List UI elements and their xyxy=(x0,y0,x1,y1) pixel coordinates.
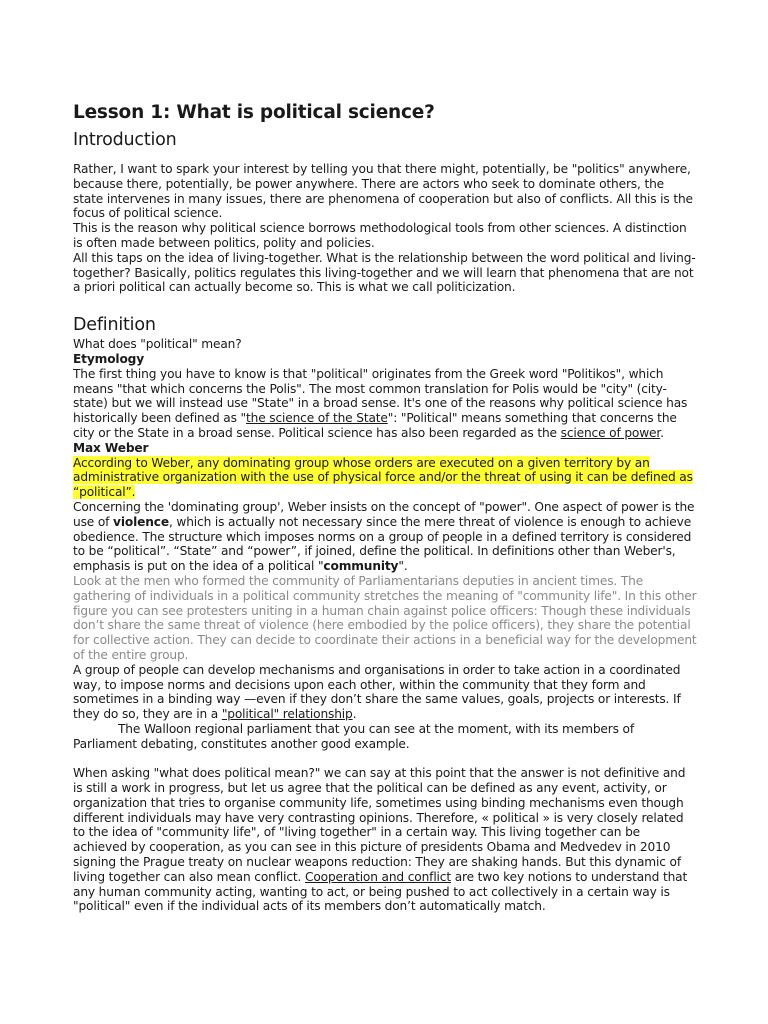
power-text-3: ". xyxy=(398,559,408,574)
lesson-title: Lesson 1: What is political science? xyxy=(73,102,435,123)
violence-term: violence xyxy=(113,514,169,529)
weber-quote-highlight: According to Weber, any dominating group whose orders are executed on a given territory by an administrative organization with the use of physical force and/or the threat of using it can be defined as “political”. xyxy=(73,455,693,500)
political-relationship-link[interactable]: "political" relationship xyxy=(221,707,353,722)
weber-quote xyxy=(73,456,697,500)
group-text-2: . xyxy=(352,707,357,722)
definition-heading: Definition xyxy=(73,315,156,336)
etymology-text-1: The first thing you have to know is that "political" originates from the Greek word "Politikos", which means "that which concerns the Polis". The most common translation for Polis would be "city" (city-state) but we will instead use "State" in a broad sense. It's one of the reasons why political science has historically been defined as " xyxy=(73,366,688,426)
power-text-2: , which is actually not necessary since the mere threat of violence is enough to achieve obedience. The structure which imposes norms on a group of people in a defined territory is considered to be “political”. “State” and “power”, if joined, define the political. In definitions other than Weber's, emphasis is put on the idea of a political " xyxy=(73,514,692,574)
science-of-power-link[interactable]: science of power xyxy=(560,425,661,440)
definition-question: What does "political" mean? xyxy=(73,337,242,352)
paragraph-spacer xyxy=(73,751,697,766)
weber-label: Max Weber xyxy=(73,440,149,455)
intro-paragraph-2: This is the reason why political science borrows methodological tools from other sciences. A distinction is often made between politics, polity and policies. xyxy=(73,221,687,250)
power-text-1: Concerning the 'dominating group', Weber insists on the concept of "power". One aspect of power is the use of xyxy=(73,499,695,529)
grey-paragraph: Look at the men who formed the community of Parliamentarians deputies in ancient times. The gathering of individuals in a political community stretches the meaning of "community life". In this other figure you can see protesters uniting in a human chain against police officers: Though these individuals don’t share the same threat of violence (here embodied by the police officers), they share the potential for collective action. They can decide to coordinate their actions in a beneficial way for the development of the entire group. xyxy=(73,573,697,662)
power-paragraph xyxy=(73,500,697,574)
etymology-text-3: . xyxy=(660,425,664,440)
etymology-label: Etymology xyxy=(73,351,145,366)
intro-paragraph-3: All this taps on the idea of living-together. What is the relationship between the word political and living-together? Basically, politics regulates this living-together and we will learn that phenomena that are not a priori political can actually become so. This is what we call politicization. xyxy=(73,250,696,295)
document-page xyxy=(73,100,697,914)
group-paragraph xyxy=(73,663,697,722)
science-of-state-link[interactable]: the science of the State xyxy=(246,411,388,426)
community-term: community xyxy=(323,559,399,574)
conclusion-text-1: When asking "what does political mean?" we can say at this point that the answer is not definitive and is still a work in progress, but let us agree that the political can be defined as any event, activity, or organization that tries to organise community life, sometimes using binding mechanisms even though different individuals may have very contrasting opinions. Therefore, « political » is very closely related to the idea of "community life", of "living together" in a certain way. This living together can be achieved by cooperation, as you can see in this picture of presidents Obama and Medvedev in 2010 signing the Prague treaty on nuclear weapons reduction: They are shaking hands. But this dynamic of living together can also mean conflict. xyxy=(73,766,686,884)
cooperation-conflict-link[interactable]: Cooperation and conflict xyxy=(304,869,451,884)
walloon-paragraph: The Walloon regional parliament that you can see at the moment, with its members of Parliament debating, constitutes another good example. xyxy=(73,721,634,751)
group-text-1: A group of people can develop mechanisms and organisations in order to take action in a coordinated way, to impose norms and decisions upon each other, within the community that they form and sometimes in a binding way —even if they don’t share the same values, goals, projects or interests. If they do so, they are in a xyxy=(73,662,681,722)
conclusion-paragraph xyxy=(73,766,697,914)
intro-paragraph-1: Rather, I want to spark your interest by telling you that there might, potentially, be "politics" anywhere, because there, potentially, be power anywhere. There are actors who seek to dominate others, the state intervenes in many issues, there are phenomena of cooperation but also of conflicts. All this is the focus of political science. xyxy=(73,162,693,221)
etymology-text-2: ": "Political" means something that concerns the city or the State in a broad sense. Political science has also been regarded as the xyxy=(73,411,677,440)
etymology-paragraph xyxy=(73,367,697,441)
conclusion-text-2: are two key notions to understand that any human community acting, wanting to act, or being pushed to act collectively in a certain way is "political" even if the individual acts of its members don’t automatically match. xyxy=(73,869,688,914)
introduction-heading: Introduction xyxy=(73,130,177,150)
